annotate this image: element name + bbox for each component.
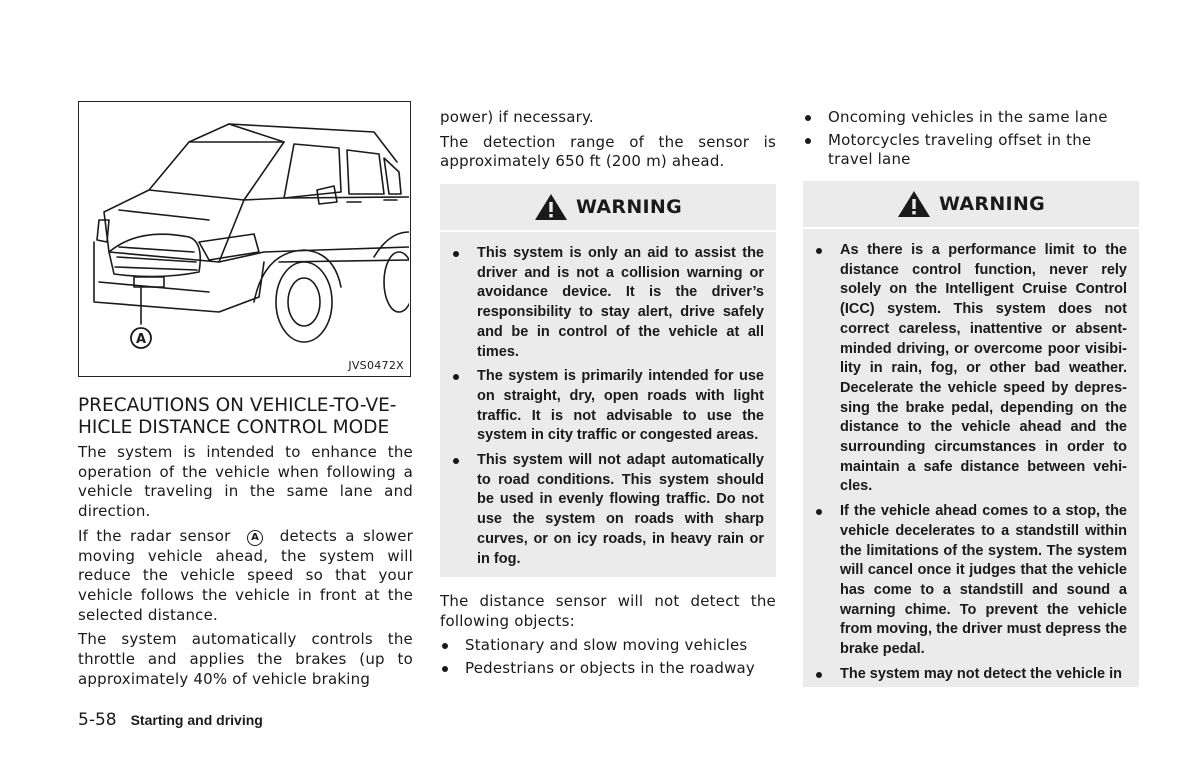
undetected-objects-list xyxy=(440,636,776,678)
paragraph-throttle: The system automatically controls the throttle and applies the brakes (up to approximately 40% of vehicle braking xyxy=(78,630,413,688)
list-item: Oncoming vehicles in the same lane xyxy=(803,108,1139,128)
paragraph-detection-range: The detection range of the sensor is approximately 650 ft (200 m) ahead. xyxy=(440,132,776,171)
warning-box-2 xyxy=(803,181,1139,687)
warning-title: WARNING xyxy=(575,196,682,218)
paragraph-not-detect: The distance sensor will not detect the following objects: xyxy=(440,592,776,630)
list-item: Pedestrians or objects in the roadway xyxy=(440,659,776,679)
page-footer xyxy=(78,710,263,730)
list-item: Stationary and slow moving vehicles xyxy=(440,636,776,656)
figure-code: JVS0472X xyxy=(348,359,404,372)
radar-sensor-symbol: A xyxy=(247,530,263,546)
warning-title: WARNING xyxy=(938,193,1045,215)
suv-drawing xyxy=(79,102,409,375)
paragraph-power: power) if necessary. xyxy=(440,108,594,126)
undetected-objects-list-continued xyxy=(803,108,1139,170)
warning-item: The system may not detect the vehicle in xyxy=(815,665,1127,685)
column-2-lower-text xyxy=(440,592,776,679)
vehicle-illustration xyxy=(78,101,411,377)
paragraph-radar-start: If the radar sensor xyxy=(78,526,231,545)
warning-header xyxy=(440,184,776,232)
warning-header xyxy=(803,181,1139,229)
list-item: Motorcycles traveling offset in the travel lane xyxy=(803,131,1139,170)
paragraph-intro: The system is intended to enhance the operation of the vehicle when following a vehicle traveling in the same lane and direction. xyxy=(78,443,413,521)
warning-item: As there is a performance limit to the distance control function, never rely solely on the Intelligent Cruise Control (ICC) system. This system does not correct careless, inattentive or absent-minded driving, or overcome poor visibi-lity in rain, fog, or other bad weather. Decelerate the vehicle speed by depres-sing the brake pedal, depending on the distance to the vehicle ahead and the surrounding circumstances in order to maintain a safe distance between vehi-cles. xyxy=(815,241,1127,497)
paragraph-radar xyxy=(78,527,413,626)
warning-item: If the vehicle ahead comes to a stop, the vehicle decelerates to a standstill within the limitations of the system. The system will cancel once it judges that the vehicle has come to a standstill and sound a warning chime. To prevent the vehicle from moving, the driver must depress the brake pedal. xyxy=(815,502,1127,660)
callout-label: A xyxy=(135,332,147,347)
warning-item: This system is only an aid to assist the driver and is not a collision warning or avoidance device. It is the driver’s responsibility to stay alert, drive safely and be in control of the vehicle at all times. xyxy=(452,244,764,362)
page-number: 5-58 xyxy=(78,710,117,730)
section-heading: PRECAUTIONS ON VEHICLE-TO-VE-HICLE DISTANCE CONTROL MODE xyxy=(78,395,397,438)
warning-triangle-icon xyxy=(534,193,568,221)
warning-item: The system is primarily intended for use on straight, dry, open roads with light traffic. It is not advisable to use the system in city traffic or congested areas. xyxy=(452,367,764,446)
section-name: Starting and driving xyxy=(130,712,263,728)
warning-triangle-icon xyxy=(897,190,931,218)
paragraph-radar-end: detects a slower moving vehicle ahead, the system will reduce the vehicle speed so that your vehicle follows the vehicle in front at the selected distance. xyxy=(78,526,414,624)
warning-item: This system will not adapt automatically to road conditions. This system should be used in evenly flowing traffic. Do not use the system on roads with sharp curves, or on icy roads, in heavy rain or in fog. xyxy=(452,451,764,569)
column-3-text xyxy=(803,108,1139,170)
column-2-text xyxy=(440,108,776,172)
warning-box-1 xyxy=(440,184,776,577)
column-1-text xyxy=(78,443,413,689)
